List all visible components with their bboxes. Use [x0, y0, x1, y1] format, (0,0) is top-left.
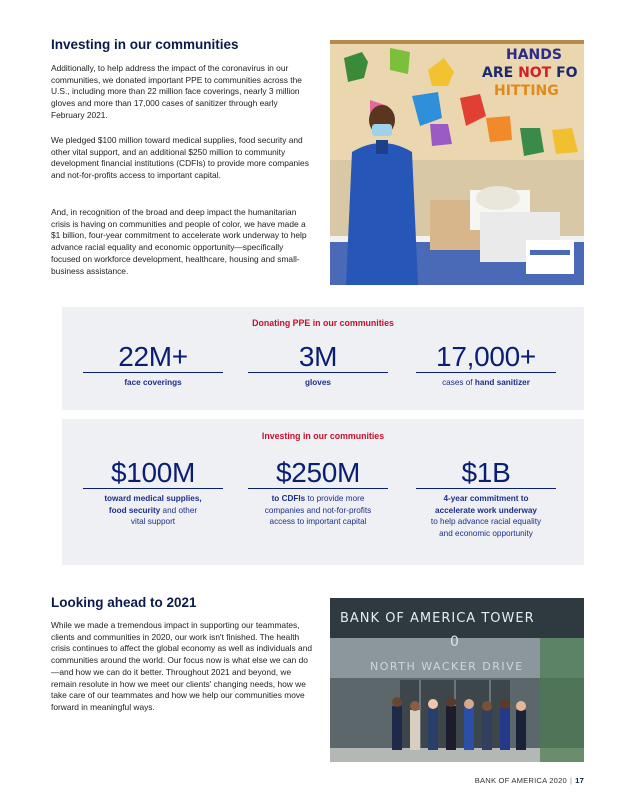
- footer-report-name: BANK OF AMERICA 2020: [474, 776, 567, 785]
- stat-value: $1B: [416, 457, 556, 489]
- footer-separator: |: [569, 776, 573, 785]
- stat-caption: to CDFIs to provide more companies and not-for-profits access to important capital: [264, 494, 372, 526]
- page-number: 17: [575, 776, 584, 785]
- street-sign-text: NORTH WACKER DRIVE: [370, 660, 524, 673]
- building-number-text: 0: [450, 634, 459, 650]
- paragraph-looking-ahead: While we made a tremendous impact in supporting our teammates, clients and communities in 2020, our work isn't finished. The health crisis continues to affect the global economy as well as individuals and communities around the world. Our focus now is what else we can do—and how we can do it better. Throughout 2021 and beyond, we remain resolute in how we meet our clients' changing needs, how we take care of our teammates and how we help our communities move forward in meaningful ways.: [51, 620, 313, 712]
- sign-text-line1: HANDS: [506, 47, 562, 63]
- stat-250m: [248, 457, 388, 528]
- stat-value: $250M: [248, 457, 388, 489]
- stat-1b: [416, 457, 556, 539]
- ppe-stats-panel: [62, 307, 584, 410]
- stat-caption: 4-year commitment to accelerate work underway to help advance racial equality and economic opportunity: [430, 494, 542, 538]
- stat-hand-sanitizer: [416, 341, 556, 389]
- stat-caption: toward medical supplies, food security and other vital support: [104, 494, 202, 526]
- stat-gloves: [248, 341, 388, 389]
- paragraph-pledge: We pledged $100 million toward medical supplies, food security and other vital support, and an additional $250 million to community development financial institutions (CDFIs) to provide more companies and not-for-profits access to important capital.: [51, 135, 309, 181]
- stat-100m: [83, 457, 223, 528]
- stat-caption: face coverings: [124, 378, 182, 387]
- stat-value: $100M: [83, 457, 223, 489]
- investment-stats-panel: [62, 419, 584, 565]
- stat-caption: gloves: [305, 378, 331, 387]
- stat-caption: cases of hand sanitizer: [442, 378, 530, 387]
- volunteer-photo: [330, 40, 584, 285]
- tower-sign-text: BANK OF AMERICA TOWER: [340, 611, 535, 626]
- invest-panel-title: Investing in our communities: [261, 431, 385, 441]
- paragraph-ppe: Additionally, to help address the impact of the coronavirus in our communities, we donated important PPE to communities across the U.S., including more than 22 million face coverings, nearly 3 million gloves and more than 17,000 cases of sanitizer through early February 2021.: [51, 63, 302, 120]
- sign-text-line3: HITTING: [494, 83, 559, 99]
- page-footer: [475, 776, 584, 785]
- stat-value: 3M: [248, 341, 388, 373]
- stat-face-coverings: [83, 341, 223, 389]
- tower-photo: [330, 598, 584, 762]
- stat-value: 17,000+: [416, 341, 556, 373]
- ppe-panel-title: Donating PPE in our communities: [252, 318, 394, 328]
- paragraph-racial-equality: And, in recognition of the broad and deep impact the humanitarian crisis is having on communities and people of color, we have made a $1 billion, four-year commitment to accelerate work underway to help advance racial equality and economic opportunity—specifically focused on workforce development, healthcare, housing and small-business assistance.: [51, 207, 307, 276]
- section-heading-looking-ahead: Looking ahead to 2021: [51, 595, 197, 610]
- stat-value: 22M+: [83, 341, 223, 373]
- sign-text-line2: ARE NOT FO: [482, 65, 578, 81]
- section-heading-investing: Investing in our communities: [51, 37, 239, 52]
